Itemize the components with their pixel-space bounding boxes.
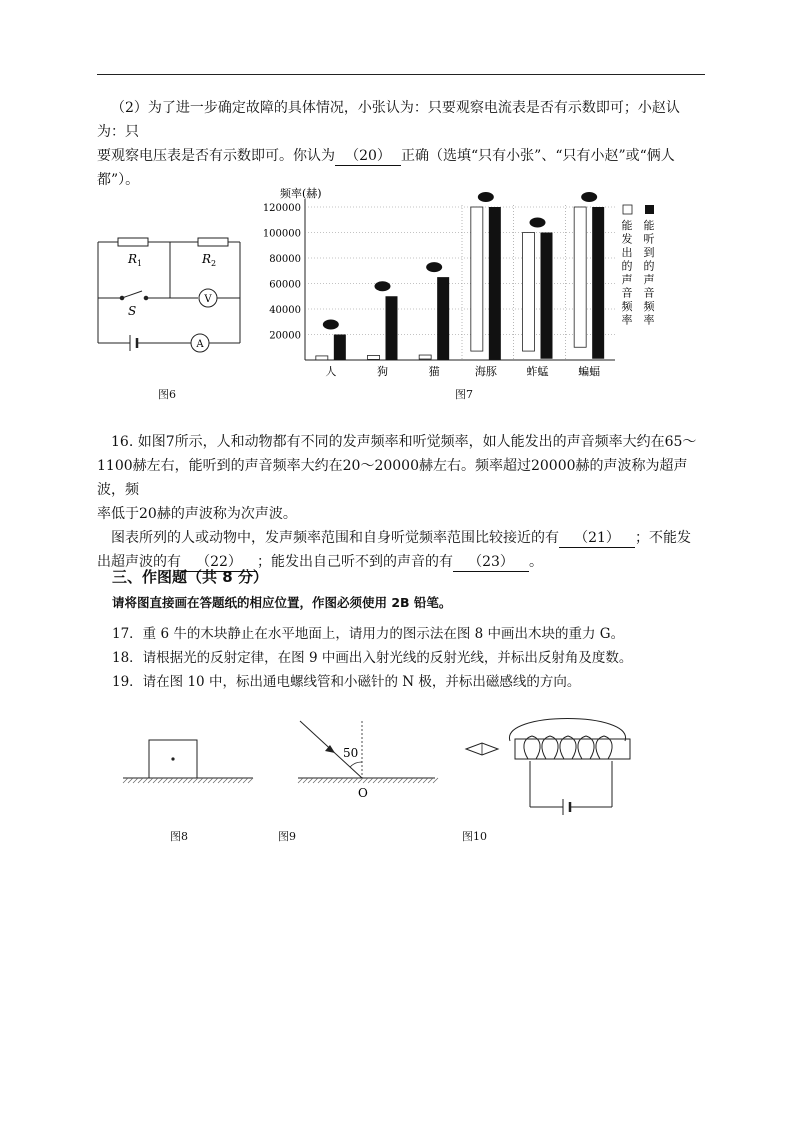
bar-hear bbox=[489, 207, 501, 360]
fig10-caption: 图10 bbox=[462, 830, 487, 843]
header-rule bbox=[97, 74, 705, 75]
voltmeter-label: V bbox=[204, 294, 212, 305]
legend-char: 声 bbox=[621, 273, 633, 286]
answer-blank-21[interactable]: （21） bbox=[559, 529, 635, 548]
q15-line3: 都”）。 bbox=[97, 172, 140, 188]
legend-char: 出 bbox=[621, 246, 633, 259]
resistor-r1 bbox=[118, 238, 148, 246]
animal-icon bbox=[478, 192, 494, 202]
y-tick-label: 120000 bbox=[262, 203, 301, 214]
x-tick-label: 狗 bbox=[377, 365, 388, 378]
answer-blank-23[interactable]: （23） bbox=[453, 553, 529, 572]
bar-hear bbox=[437, 277, 449, 360]
q16-line5-a: 出超声波的有 bbox=[97, 554, 181, 570]
r2-label: $R_2$ bbox=[202, 252, 217, 268]
legend-char: 的 bbox=[621, 259, 633, 273]
switch-label: S bbox=[128, 304, 137, 318]
section3-note: 请将图直接画在答题纸的相应位置，作图必须使用 2B 铅笔。 bbox=[112, 595, 452, 610]
legend-swatch-hear bbox=[645, 205, 654, 214]
y-tick-label: 80000 bbox=[269, 254, 301, 265]
q15-part2 bbox=[97, 96, 707, 192]
q16-line5-c: 。 bbox=[529, 554, 543, 570]
r1-label: $R_1$ bbox=[128, 252, 143, 268]
q15-line2 bbox=[97, 144, 707, 168]
q16 bbox=[97, 430, 707, 574]
animal-icon bbox=[530, 218, 546, 228]
resistor-r2 bbox=[198, 238, 228, 246]
legend-char: 声 bbox=[643, 273, 655, 286]
q19: 19．请在图 10 中，标出通电螺线管和小磁针的 N 极，并标出磁感线的方向。 bbox=[112, 674, 581, 690]
legend-char: 率 bbox=[643, 313, 655, 327]
bar-emit bbox=[316, 356, 328, 360]
bar-hear bbox=[541, 233, 553, 359]
fig7-caption: 图7 bbox=[455, 388, 473, 401]
ammeter-label: A bbox=[196, 339, 204, 350]
bar-emit bbox=[368, 355, 380, 359]
q16-line5-b: ；能发出自己听不到的声音的有 bbox=[257, 554, 453, 570]
legend-char: 音 bbox=[643, 286, 655, 300]
answer-blank-20[interactable]: （20） bbox=[335, 147, 401, 166]
bar-emit bbox=[574, 207, 586, 347]
q16-line2: 1100赫左右，能听到的声音频率大约在20～20000赫左右。频率超过20000赫的声波称为超声波，频 bbox=[97, 458, 688, 498]
x-tick-label: 蚱蜢 bbox=[526, 365, 549, 378]
q16-line3: 率低于20赫的声波称为次声波。 bbox=[97, 506, 297, 522]
q16-line4-b: ；不能发 bbox=[635, 530, 691, 546]
animal-icon bbox=[375, 281, 391, 291]
q15-line1: （2）为了进一步确定故障的具体情况，小张认为：只要观察电流表是否有示数即可；小赵认为：只 bbox=[97, 100, 680, 140]
fig6-circuit bbox=[90, 230, 250, 360]
x-tick-label: 蝙蝠 bbox=[578, 365, 601, 378]
bar-emit bbox=[523, 233, 535, 352]
legend-char: 听 bbox=[643, 232, 655, 246]
answer-blank-22[interactable]: （22） bbox=[181, 553, 257, 572]
y-tick-label: 40000 bbox=[269, 305, 301, 316]
bar-emit bbox=[419, 355, 431, 359]
legend-char: 发 bbox=[621, 232, 633, 246]
animal-icon bbox=[323, 320, 339, 330]
legend-char: 能 bbox=[621, 219, 633, 232]
solenoid-core bbox=[515, 739, 630, 759]
fig6-caption: 图6 bbox=[158, 388, 176, 401]
q18: 18．请根据光的反射定律，在图 9 中画出入射光线的反射光线，并标出反射角及度数。 bbox=[112, 650, 633, 666]
animal-icon bbox=[426, 262, 442, 272]
x-tick-label: 海豚 bbox=[474, 365, 497, 378]
animal-icon bbox=[581, 192, 597, 202]
legend-char: 的 bbox=[643, 259, 655, 273]
y-tick-label: 20000 bbox=[269, 330, 301, 342]
fig8-block bbox=[118, 735, 258, 785]
legend-char: 到 bbox=[643, 246, 655, 259]
legend-char: 能 bbox=[643, 219, 655, 232]
y-tick-label: 60000 bbox=[269, 279, 301, 291]
q17: 17．重 6 牛的木块静止在水平地面上，请用力的图示法在图 8 中画出木块的重力 G。 bbox=[112, 626, 625, 642]
legend-char: 频 bbox=[621, 300, 633, 313]
x-tick-label: 人 bbox=[325, 365, 337, 378]
bar-hear bbox=[334, 335, 346, 360]
y-tick-label: 100000 bbox=[262, 228, 301, 240]
bar-hear bbox=[386, 296, 398, 360]
chart-ylabel: 频率(赫) bbox=[280, 187, 322, 200]
q15-line2-b: 正确（选填“只有小张”、“只有小赵”或“俩人 bbox=[401, 148, 675, 164]
fig9-mirror bbox=[290, 715, 440, 800]
section3-title: 三、作图题（共 8 分） bbox=[112, 568, 268, 586]
legend-char: 率 bbox=[621, 313, 633, 327]
angle-label: 50 bbox=[343, 746, 359, 760]
legend-swatch-emit bbox=[623, 205, 632, 214]
fig7-chart bbox=[260, 185, 680, 385]
fig9-caption: 图9 bbox=[278, 830, 296, 843]
q16-line4 bbox=[97, 526, 707, 550]
fig8-caption: 图8 bbox=[170, 830, 188, 843]
q16-line1: 16. 如图7所示，人和动物都有不同的发声频率和听觉频率，如人能发出的声音频率大约在65～ bbox=[111, 434, 697, 450]
q16-line4-a: 图表所列的人或动物中，发声频率范围和自身听觉频率范围比较接近的有 bbox=[111, 530, 559, 546]
bar-hear bbox=[592, 207, 604, 359]
q15-line2-a: 要观察电压表是否有示数即可。你认为 bbox=[97, 148, 335, 164]
legend-char: 频 bbox=[643, 300, 655, 313]
fig10-solenoid bbox=[460, 705, 655, 815]
legend-char: 音 bbox=[621, 286, 633, 300]
bar-emit bbox=[471, 207, 483, 351]
point-label: O bbox=[358, 786, 368, 800]
x-tick-label: 猫 bbox=[428, 365, 440, 378]
